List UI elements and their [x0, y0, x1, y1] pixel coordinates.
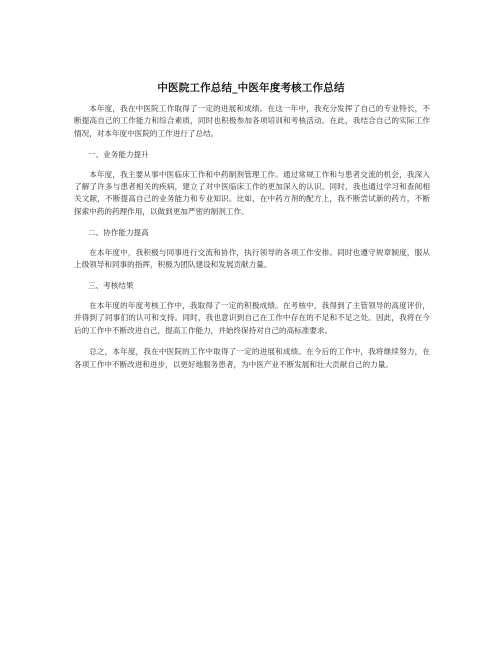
- section-heading-collaboration: 二、协作能力提高: [88, 228, 149, 238]
- section-heading-assessment: 三、考核结果: [88, 281, 134, 291]
- section-body-collaboration: 在本年度中，我积极与同事进行交流和协作，执行领导的各项工作安排。同时也遵守规章制度，服从上级领导和同事的指挥，积极为团队建设和发展贡献力量。: [74, 247, 430, 270]
- document-title: 中医院工作总结_中医年度考核工作总结: [157, 82, 345, 94]
- document-body: [74, 103, 430, 380]
- section-heading-business: 一、业务能力提升: [88, 150, 149, 160]
- intro-paragraph: 本年度，我在中医院工作取得了一定的进展和成绩。在这一年中，我充分发挥了自己的专业特长，不断提高自己的工作能力和综合素质，同时也积极参加各项培训和考核活动。在此，我结合自己的实际工作情况，对本年度中医院的工作进行了总结。: [74, 104, 430, 138]
- section-body-business: 本年度，我主要从事中医临床工作和中药制剂管理工作。通过常规工作和与患者交流的机会，我深入了解了许多与患者相关的疾病，建立了对中医临床工作的更加深入的认识。同时，我也通过学习和查阅相关文献，不断提高自己的业务能力和专业知识。比如，在中药方剂的配方上，我不断尝试新的药方，不断探索中药的药理作用，以做到更加严密的制剂工作。: [74, 169, 430, 216]
- section-body-assessment: 在本年度的年度考核工作中，我取得了一定的积极成绩。在考核中，我得到了主管领导的高度评价，并得到了同事们的认可和支持。同时，我也意识到自己在工作中存在的不足和不足之处。因此，我将在今后的工作中不断改进自己，提高工作能力，并始终保持对自己的高标准要求。: [74, 300, 430, 335]
- conclusion-paragraph: 总之，本年度，我在中医院的工作中取得了一定的进展和成绩。在今后的工作中，我将继续努力，在各项工作中不断改进和进步，以更好地服务患者，为中医产业不断发展和壮大贡献自己的力量。: [74, 347, 430, 369]
